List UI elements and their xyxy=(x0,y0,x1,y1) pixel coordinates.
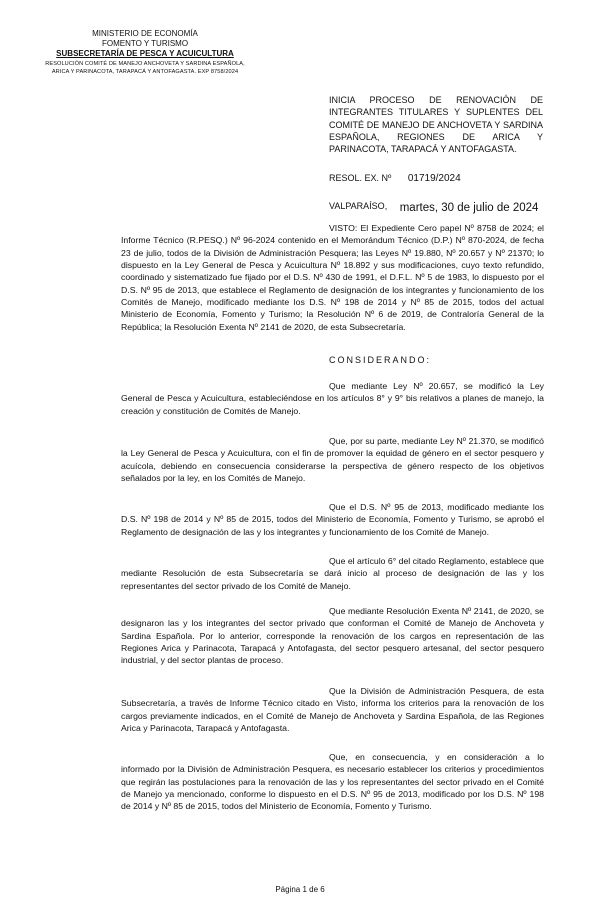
considerando-paragraph-3: Que el D.S. Nº 95 de 2013, modificado mediante los D.S. Nº 198 de 2014 y Nº 85 de 2015, todos del Ministerio de Economía, Fomento y Turismo, se aprobó el Reglamento de designación de las y los integrantes y funcionamiento de los Comité de Manejo. xyxy=(121,502,544,537)
ministry-name-2: FOMENTO Y TURISMO xyxy=(101,39,189,48)
resolution-date: martes, 30 de julio de 2024 xyxy=(399,202,539,214)
resolution-subject: INICIA PROCESO DE RENOVACIÓN DE INTEGRANTES TITULARES Y SUPLENTES DEL COMITÉ DE MANEJO DE ANCHOVETA Y SARDINA ESPAÑOLA, REGIONES DE ARICA Y PARINACOTA, TARAPACÁ Y ANTOFAGASTA. xyxy=(329,95,543,155)
considerando-paragraph-4: Que el artículo 6° del citado Reglamento, establece que mediante Resolución de esta Subsecretaría se dará inicio al proceso de designación de las y los representantes del sector privado de los Comité de Manejo. xyxy=(121,556,545,591)
resolution-number-line xyxy=(329,173,461,184)
letterhead xyxy=(40,29,250,76)
considerando-paragraph-2: Que, por su parte, mediante Ley Nº 21.370, se modificó la Ley General de Pesca y Acuicultura, con el fin de promover la equidad de género en el sector pesquero y acuícola, debiendo en consecuencia considerarse la perspectiva de género respecto de los objetivos señalados por la ley, en los Comités de Manejo. xyxy=(121,436,544,484)
considerando-paragraph-7: Que, en consecuencia, y en consideración a lo informado por la División de Administración Pesquera, es necesario establecer los criterios y procedimientos que regirán las postulaciones para la renovación de las y los representantes del sector privado en el Comité de Manejo ya mencionado, conforme lo dispuesto en el D.S. Nº 95 de 2013, modificado por los D.S. Nº 198 de 2014 y Nº 85 de 2015, todos del Ministerio de Economía, Fomento y Turismo. xyxy=(121,752,544,812)
considerando-paragraph-6: Que la División de Administración Pesquera, de esta Subsecretaría, a través de Informe Técnico citado en Visto, informa los criterios para la renovación de los cargos previamente indicados, en el Comité de Manejo de Anchoveta y Sardina Española, de las Regiones Arica y Parinacota, Tarapacá y Antofagasta. xyxy=(121,686,544,734)
page-number: Página 1 de 6 xyxy=(275,885,325,894)
ministry-name: MINISTERIO DE ECONOMÍA xyxy=(92,29,198,38)
resolution-label: RESOL. EX. Nº xyxy=(329,173,392,183)
resolution-number: 01719/2024 xyxy=(407,173,461,184)
city: VALPARAÍSO, xyxy=(329,201,388,211)
considerando-paragraph-1: Que mediante Ley Nº 20.657, se modificó la Ley General de Pesca y Acuicultura, estableciéndose en los artículos 8° y 9° bis relativos a planes de manejo, la creación y constitución de Comités de Manejo. xyxy=(121,381,544,416)
file-reference: RESOLUCIÓN COMITÉ DE MANEJO ANCHOVETA Y SARDINA ESPAÑOLA, ARICA Y PARINACOTA, TARAPACÁ Y ANTOFAGASTA. EXP 8758/2024 xyxy=(45,61,245,76)
undersecretariat-name: SUBSECRETARÍA DE PESCA Y ACUICULTURA xyxy=(56,49,234,58)
considerando-paragraph-5: Que mediante Resolución Exenta Nº 2141, de 2020, se designaron las y los integrantes del sector privado que conforman el Comité de Manejo de Anchoveta y Sardina Española. Por lo anterior, corresponde la renovación de los cargos en representación de las Regiones Arica y Parinacota, Tarapacá y Antofagasta, del sector pesquero artesanal, del sector pesquero industrial, y del sector plantas de proceso. xyxy=(121,606,544,666)
considerando-heading: CONSIDERANDO: xyxy=(329,355,432,365)
place-date-line xyxy=(329,200,538,212)
visto-paragraph: VISTO: El Expediente Cero papel Nº 8758 de 2024; el Informe Técnico (R.PESQ.) Nº 96-2024 contenido en el Memorándum Técnico (D.P.) Nº 870-2024, de fecha 23 de julio, todos de la División de Administración Pesquera; las Leyes Nº 19.880, Nº 20.657 y Nº 21370; lo dispuesto en la Ley General de Pesca y Acuicultura Nº 18.892 y sus modificaciones, cuyo texto refundido, coordinado y sistematizado fue fijado por el D.S. Nº 430 de 1991, el D.F.L. Nº 5 de 1983, lo dispuesto por el D.S. Nº 95 de 2013, que establece el Reglamento de designación de los integrantes y funcionamiento de los Comités de Manejo, modificado mediante los D.S. Nº 198 de 2014 y Nº 85 de 2015, todos del actual Ministerio de Economía, Fomento y Turismo; la Resolución Nº 6 de 2019, de Contraloría General de la República; la Resolución Exenta Nº 2141 de 2020, de esta Subsecretaría. xyxy=(121,223,544,332)
